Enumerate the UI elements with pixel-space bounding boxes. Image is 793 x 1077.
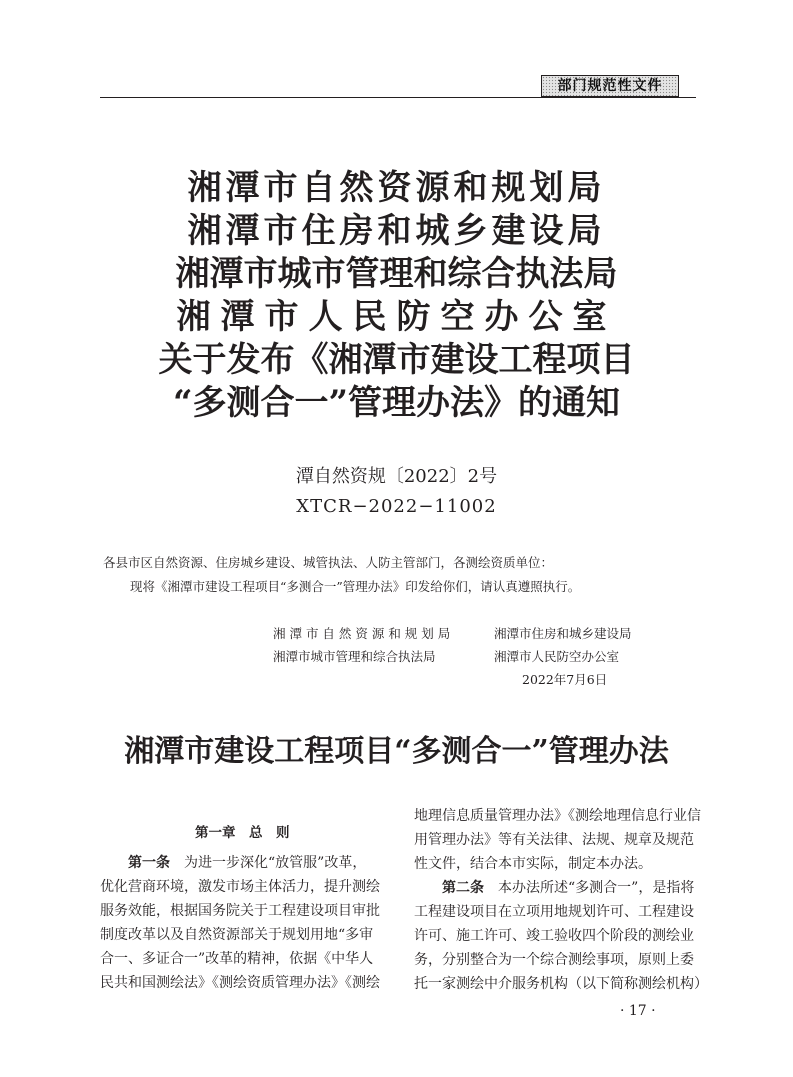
article-1-line-4: 制度改革以及自然资源部关于规划用地“多审 — [100, 927, 374, 943]
notice-title-line-4: 湘潭市人民防空办公室 — [176, 297, 617, 337]
signatory-housing: 湘潭市住房和城乡建设局 — [494, 626, 632, 641]
law-title: 湘潭市建设工程项目“多测合一”管理办法 — [124, 734, 669, 769]
article-1-line-1 — [100, 851, 390, 875]
issue-number: 潭自然资规〔2022〕2号 — [295, 466, 498, 487]
notice-title-line-3: 湘潭市城市管理和综合执法局 — [175, 254, 618, 294]
registration-number: XTCR−2022−11002 — [296, 496, 497, 517]
article-2-line-2: 工程建设项目在立项用地规划许可、工程建设 — [414, 904, 694, 920]
addressee-line: 各县市区自然资源、住房城乡建设、城管执法、人防主管部门，各测绘资质单位： — [103, 555, 554, 570]
article-2-text: 本办法所述“多测合一”，是指将 — [484, 880, 695, 896]
right-column-line-2: 用管理办法》等有关法律、法规、规章及规范 — [414, 832, 694, 848]
issue-date: 2022年7月6日 — [522, 672, 608, 687]
page-number: · 17 · — [620, 1003, 656, 1019]
chapter-heading: 第一章 总 则 — [195, 825, 290, 841]
right-column — [414, 804, 708, 996]
article-1-label: 第一条 — [128, 855, 170, 871]
signatory-natural-resources: 湘 潭 市 自 然 资 源 和 规 划 局 — [273, 626, 451, 641]
article-1-text: 为进一步深化“放管服”改革， — [170, 855, 367, 871]
right-column-line-3: 性文件，结合本市实际，制定本办法。 — [414, 856, 652, 872]
article-1-line-5: 合一、多证合一”改革的精神，依据《中华人 — [100, 951, 374, 967]
article-2-line-1 — [414, 876, 704, 900]
signatory-civil-defense: 湘潭市人民防空办公室 — [494, 649, 620, 664]
article-1-line-3: 服务效能，根据国务院关于工程建设项目审批 — [100, 903, 380, 919]
header-rule — [100, 97, 696, 98]
article-1-line-2: 优化营商环境，激发市场主体活力，提升测绘 — [100, 879, 380, 895]
notice-title-line-6: “多测合一”管理办法》的通知 — [172, 383, 621, 423]
article-2-line-5: 托一家测绘中介服务机构（以下简称测绘机构） — [414, 976, 708, 992]
notice-title-line-1: 湘潭市自然资源和规划局 — [187, 168, 606, 208]
signatory-urban-management: 湘潭市城市管理和综合执法局 — [273, 649, 436, 664]
article-2-label: 第二条 — [442, 880, 484, 896]
article-2-line-4: 务，分别整合为一个综合测绘事项，原则上委 — [414, 952, 694, 968]
article-2-line-3: 许可、施工许可、竣工验收四个阶段的测绘业 — [414, 928, 694, 944]
article-1-line-6: 民共和国测绘法》《测绘资质管理办法》《测绘 — [100, 975, 380, 991]
article-1-paragraph — [100, 851, 390, 995]
instruction-line: 现将《湘潭市建设工程项目“多测合一”管理办法》印发给你们，请认真遵照执行。 — [130, 579, 581, 594]
notice-title-line-2: 湘潭市住房和城乡建设局 — [187, 211, 606, 251]
notice-title-line-5: 关于发布《湘潭市建设工程项目 — [158, 340, 635, 380]
right-column-line-1: 地理信息质量管理办法》《测绘地理信息行业信 — [414, 808, 701, 824]
section-tag: 部门规范性文件 — [541, 75, 679, 97]
